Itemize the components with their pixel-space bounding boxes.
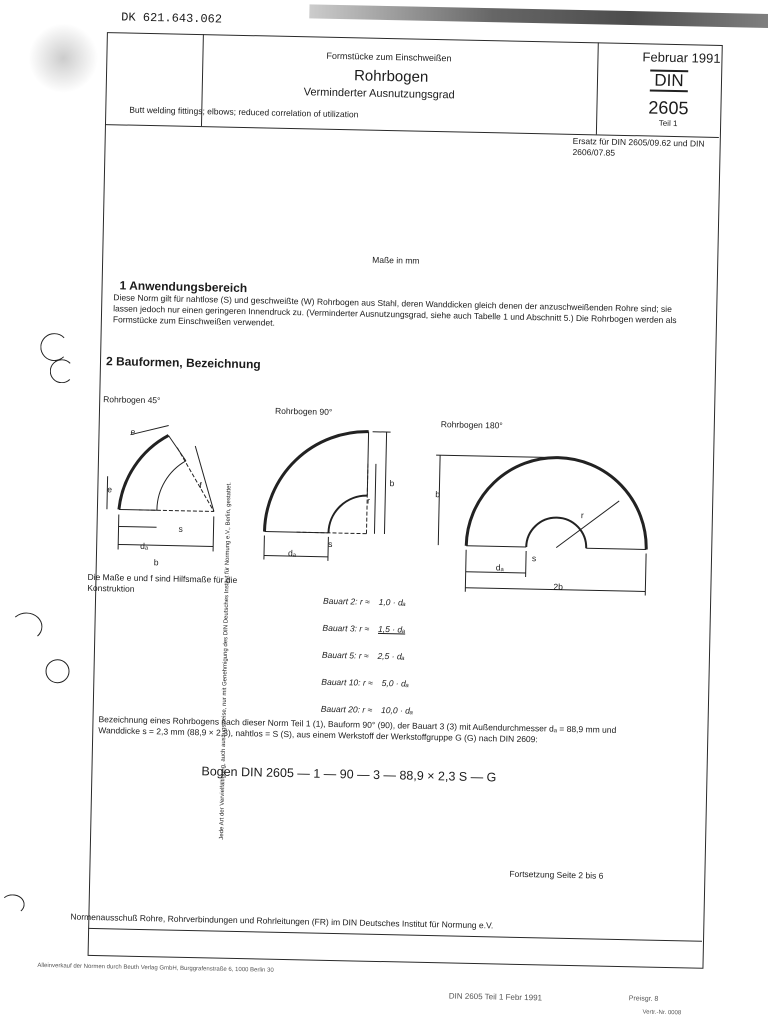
footer-vertr: Vertr.-Nr. 0008 bbox=[642, 1010, 681, 1017]
fig-45-label: Rohrbogen 45° bbox=[103, 394, 160, 405]
committee-note: Normenausschuß Rohre, Rohrverbindungen und Rohrleitungen (FR) im DIN Deutsches Institut für Normung e.V. bbox=[70, 912, 493, 931]
continuation-note: Fortsetzung Seite 2 bis 6 bbox=[509, 869, 603, 881]
fig45-dim-f: f bbox=[199, 480, 202, 490]
fig180-dim-b: b bbox=[435, 489, 440, 499]
english-title: Butt welding fittings; elbows; reduced correlation of utilization bbox=[129, 105, 358, 120]
footer-right: DIN 2605 Teil 1 Febr 1991 bbox=[449, 991, 542, 1002]
bauart-value: 10,0 · dₐ bbox=[381, 705, 413, 716]
fig45-dim-da: dₐ bbox=[140, 541, 148, 551]
din-label: DIN bbox=[650, 69, 688, 92]
fig180-dim-s: s bbox=[532, 553, 536, 563]
din-badge bbox=[637, 69, 700, 128]
figure-note: Die Maße e und f sind Hilfsmaße für die Konstruktion bbox=[87, 572, 237, 597]
replacement-note: Ersatz für DIN 2605/09.62 und DIN 2606/07.85 bbox=[572, 136, 712, 161]
bauart-row bbox=[322, 645, 415, 674]
section-2-heading: 2 Bauformen, Bezeichnung bbox=[106, 354, 261, 371]
fig180-dim-da: dₐ bbox=[496, 562, 504, 572]
bauart-label: Bauart 3: r ≈ bbox=[322, 623, 369, 634]
bauart-value: 2,5 · dₐ bbox=[377, 651, 404, 662]
bauart-row bbox=[321, 672, 414, 701]
fig90-dim-s: s bbox=[328, 539, 332, 549]
bauart-value: 1,0 · dₐ bbox=[379, 597, 406, 608]
elbow-90-drawing bbox=[256, 421, 409, 574]
punch-hole-mark bbox=[45, 659, 69, 683]
fig90-dim-da: dₐ bbox=[288, 548, 296, 558]
fig45-dim-e: e bbox=[107, 484, 112, 494]
header-subtitle: Verminderter Ausnutzungsgrad bbox=[304, 86, 455, 101]
punch-hole-mark bbox=[0, 894, 24, 914]
fig90-dim-b: b bbox=[389, 478, 394, 488]
bauart-row bbox=[323, 591, 416, 620]
fig45-dim-s: s bbox=[178, 524, 182, 534]
units-note: Maße in mm bbox=[372, 255, 419, 266]
issue-date: Februar 1991 bbox=[642, 49, 720, 66]
footer-left: Alleinverkauf der Normen durch Beuth Verlag GmbH, Burggrafenstraße 6, 1000 Berlin 30 bbox=[37, 963, 274, 974]
designation-description: Bezeichnung eines Rohrbogens nach dieser Norm Teil 1 (1), Bauform 90° (90), der Bauart 3 (3) mit Außendurchmesser dₐ = 88,9 mm und Wanddicke s = 2,3 mm (88,9 × 2,3), nahtlos = S (S), aus einem Werkstoff der Werkstoffgruppe G (G) nach DIN 2609: bbox=[98, 714, 658, 748]
dk-number: DK 621.643.062 bbox=[121, 10, 735, 43]
bauart-label: Bauart 20: r ≈ bbox=[321, 704, 373, 715]
header-subtitle-small: Formstücke zum Einschweißen bbox=[326, 51, 451, 64]
punch-hole-mark bbox=[50, 359, 74, 383]
punch-hole-mark bbox=[40, 333, 69, 362]
fig-90-label: Rohrbogen 90° bbox=[275, 406, 332, 417]
bauart-list bbox=[320, 591, 415, 728]
section-1-text: Diese Norm gilt für nahtlose (S) und geschweißte (W) Rohrbogen aus Stahl, deren Wanddicken gleich denen der anzuschweißenden Rohre sind; sie lassen jedoch nur einen geringeren Innendruck zu. (Verminderter Ausnutzungsgrad, siehe auch Tabelle 1 und Abschnitt 5.) Die Rohrbogen werden als Formstücke zum Einschweißen verwendet. bbox=[113, 292, 696, 337]
footer-price: Preisgr. 8 bbox=[629, 995, 659, 1003]
bauart-label: Bauart 5: r ≈ bbox=[322, 650, 369, 661]
scan-noise-left bbox=[28, 22, 99, 93]
elbow-180-drawing bbox=[427, 437, 661, 612]
bauart-value: 1,5 · dₐ bbox=[378, 624, 405, 635]
bauart-value: 5,0 · dₐ bbox=[382, 678, 409, 689]
page-title: Rohrbogen bbox=[354, 67, 429, 86]
fig45-dim-e-top: e bbox=[130, 427, 135, 437]
bauart-label: Bauart 2: r ≈ bbox=[323, 596, 370, 607]
din-number: 2605 bbox=[637, 97, 699, 119]
punch-hole-mark bbox=[10, 612, 43, 641]
designation-example: Bogen DIN 2605 — 1 — 90 — 3 — 88,9 × 2,3 S — G bbox=[201, 764, 496, 784]
fig180-dim-2b: 2b bbox=[553, 582, 563, 592]
fig180-dim-r: r bbox=[581, 510, 584, 520]
fig90-dim-r: r bbox=[367, 496, 370, 506]
elbow-45-drawing bbox=[98, 414, 241, 567]
section-1-heading: 1 Anwendungsbereich bbox=[119, 278, 247, 295]
copyright-side-note: Jede Art der Vervielfältigung, auch auszugsweise, nur mit Genehmigung des DIN Deutsches Institut für Normung e.V., Berlin, gestattet. bbox=[219, 240, 238, 840]
bauart-row bbox=[322, 618, 415, 647]
bauart-label: Bauart 10: r ≈ bbox=[321, 677, 373, 688]
din-part: Teil 1 bbox=[637, 118, 699, 128]
fig-180-label: Rohrbogen 180° bbox=[441, 419, 503, 430]
fig45-dim-b: b bbox=[154, 557, 159, 567]
